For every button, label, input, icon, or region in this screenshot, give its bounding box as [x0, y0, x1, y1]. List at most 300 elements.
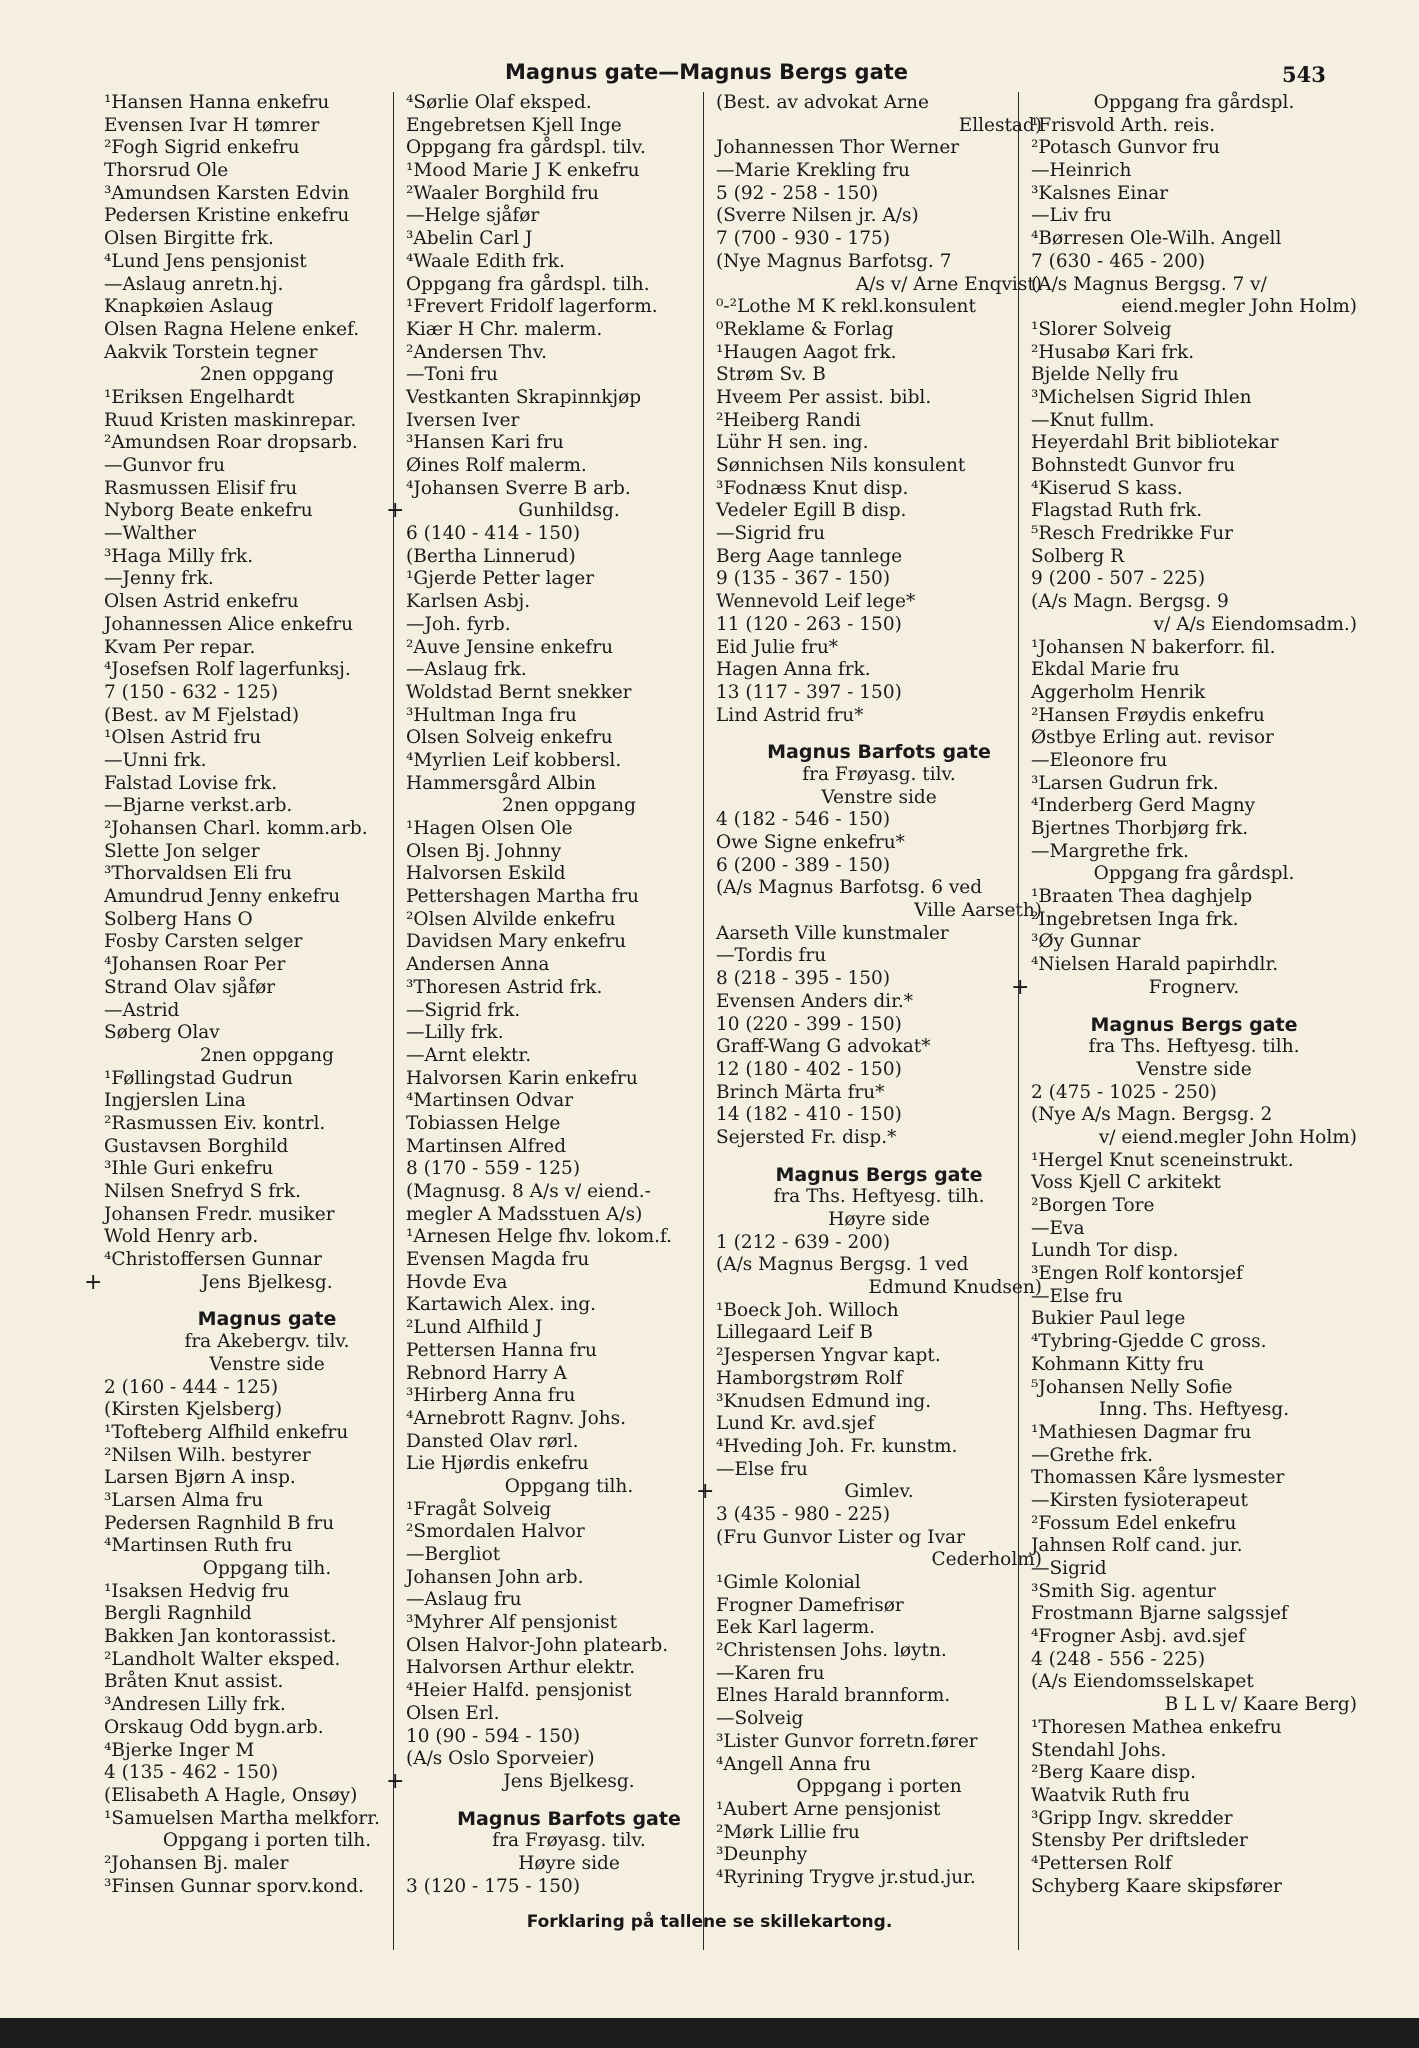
line-text: (A/s Magnus Bergsg. 7 v/: [1031, 273, 1267, 295]
section-gap: [710, 1150, 1042, 1164]
directory-line: [1025, 1422, 1357, 1445]
line-text: 13 (117 - 397 - 150): [716, 681, 902, 703]
directory-line: [710, 1104, 1042, 1127]
directory-line: [400, 727, 732, 750]
line-text: Berg Aage tannlege: [716, 545, 903, 567]
line-text: fra Ths. Heftyesg. tilh.: [1088, 1036, 1300, 1058]
directory-line: [98, 296, 430, 319]
directory-line: [400, 1022, 732, 1045]
directory-line: [710, 1127, 1042, 1150]
line-text: Cederholm): [931, 1549, 1042, 1571]
directory-line: [710, 251, 1042, 274]
line-text: Eek Karl lagerm.: [716, 1617, 876, 1639]
directory-line: [98, 818, 430, 841]
line-text: ²Mørk Lillie fru: [716, 1821, 860, 1843]
directory-line: [98, 115, 430, 138]
directory-line: [710, 115, 1042, 138]
line-text: megler A Madsstuen A/s): [406, 1203, 643, 1225]
directory-line: [400, 1499, 732, 1522]
line-text: ⁴Heier Halfd. pensjonist: [406, 1680, 632, 1702]
line-text: Johansen Fredr. musiker: [104, 1203, 335, 1225]
directory-line: [1025, 432, 1357, 455]
directory-line: [1025, 251, 1357, 274]
directory-line: [1025, 659, 1357, 682]
directory-line: [98, 909, 430, 932]
line-text: Ville Aarseth): [914, 900, 1042, 922]
line-text: Hovde Eva: [406, 1271, 508, 1293]
directory-line: [1025, 1445, 1357, 1468]
directory-line: [98, 1717, 430, 1740]
line-text: —Else fru: [1031, 1285, 1123, 1307]
line-text: ⁴Bjerke Inger M: [104, 1739, 255, 1761]
line-text: Magnus Bergs gate: [1090, 1013, 1298, 1036]
directory-line: [98, 1354, 430, 1377]
line-text: ⁴Pettersen Rolf: [1031, 1852, 1172, 1874]
directory-line: [710, 1549, 1042, 1572]
line-text: ³Smith Sig. agentur: [1031, 1580, 1216, 1602]
line-text: ²Olsen Alvilde enkefru: [406, 908, 616, 930]
directory-line: [98, 319, 430, 342]
line-text: 2nen oppgang: [502, 795, 636, 817]
directory-line: [710, 945, 1042, 968]
directory-line: [98, 1853, 430, 1876]
directory-line: [710, 1300, 1042, 1323]
line-text: Bjelde Nelly fru: [1031, 364, 1179, 386]
directory-line: [98, 1090, 430, 1113]
line-text: ⁴Martinsen Ruth fru: [104, 1535, 293, 1557]
line-text: 8 (218 - 395 - 150): [716, 968, 891, 990]
directory-line: [400, 659, 732, 682]
line-text: ⁴Christoffersen Gunnar: [104, 1249, 322, 1271]
line-text: Ellestad): [958, 114, 1042, 136]
line-text: —Eva: [1031, 1217, 1085, 1239]
directory-line: [98, 183, 430, 206]
directory-line: [400, 1408, 732, 1431]
line-text: 9 (135 - 367 - 150): [716, 568, 891, 590]
section-gap: [400, 1794, 732, 1808]
column-2: [386, 92, 732, 1898]
line-text: —Bergliot: [406, 1544, 501, 1565]
line-text: Graff-Wang G advokat*: [716, 1036, 931, 1058]
directory-line: [710, 1776, 1042, 1799]
line-text: ²Lund Alfhild J: [406, 1317, 543, 1339]
line-text: Venstre side: [1136, 1058, 1252, 1080]
line-text: (Sverre Nilsen jr. A/s): [716, 205, 919, 227]
line-text: Pedersen Ragnhild B fru: [104, 1512, 335, 1534]
line-text: —Gunvor fru: [104, 455, 226, 476]
line-text: Oppgang i porten tilh.: [162, 1830, 372, 1852]
directory-line: [1025, 1558, 1357, 1581]
line-text: 4 (182 - 546 - 150): [716, 809, 891, 831]
directory-line: [1025, 1331, 1357, 1354]
line-text: —Arnt elektr.: [406, 1044, 532, 1066]
directory-line: [98, 568, 430, 591]
line-text: 2nen oppgang: [200, 364, 334, 386]
directory-line: [400, 410, 732, 433]
directory-line: [400, 1317, 732, 1340]
line-text: Rebnord Harry A: [406, 1362, 567, 1384]
line-text: ³Myhrer Alf pensjonist: [406, 1612, 618, 1634]
column-divider: [393, 92, 394, 1950]
directory-line: [1025, 1490, 1357, 1513]
line-text: ¹Olsen Astrid fru: [104, 727, 262, 749]
directory-line: [400, 863, 732, 886]
line-text: Engebretsen Kjell Inge: [406, 114, 622, 136]
directory-line: [400, 432, 732, 455]
line-text: ¹Tofteberg Alfhild enkefru: [104, 1421, 349, 1443]
line-text: Orskaug Odd bygn.arb.: [104, 1716, 324, 1738]
directory-line: [1025, 228, 1357, 251]
line-text: Dansted Olav rørl.: [406, 1430, 579, 1452]
directory-line: [98, 682, 430, 705]
line-text: ²Christensen Johs. løytn.: [716, 1640, 947, 1662]
directory-line: [98, 614, 430, 637]
line-text: —Knut fullm.: [1031, 409, 1155, 431]
line-text: ¹Isaksen Hedvig fru: [104, 1580, 290, 1602]
line-text: ³Øy Gunnar: [1031, 931, 1141, 953]
line-text: Olsen Halvor-John platearb.: [406, 1634, 669, 1656]
line-text: ¹Thoresen Mathea enkefru: [1031, 1716, 1282, 1738]
line-text: (A/s Magnus Bergsg. 1 ved: [716, 1254, 969, 1276]
directory-line: [1025, 750, 1357, 773]
line-text: ⁴Frogner Asbj. avd.sjef: [1031, 1626, 1246, 1648]
line-text: Sejersted Fr. disp.*: [716, 1126, 897, 1148]
directory-line: [98, 931, 430, 954]
line-text: ²Auve Jensine enkefru: [406, 636, 614, 658]
directory-line: [1025, 1218, 1357, 1241]
directory-line: [98, 1808, 430, 1831]
directory-line: [400, 92, 732, 115]
directory-line: [98, 773, 430, 796]
line-text: ⁴Johansen Roar Per: [104, 954, 286, 976]
directory-line: [1025, 319, 1357, 342]
line-text: Rasmussen Elisif fru: [104, 477, 298, 499]
line-text: fra Frøyasg. tilv.: [802, 763, 956, 785]
directory-line: [1025, 1581, 1357, 1604]
line-text: —Aslaug fru: [406, 1589, 522, 1611]
line-text: Johannessen Alice enkefru: [104, 613, 354, 635]
directory-line: [710, 682, 1042, 705]
line-text: (Best. av advokat Arne: [716, 92, 929, 113]
directory-line: [710, 1082, 1042, 1105]
directory-line: [98, 1000, 430, 1023]
line-text: 12 (180 - 402 - 150): [716, 1058, 902, 1080]
line-text: (Nye Magnus Barfotsg. 7: [716, 250, 952, 272]
directory-line: [400, 773, 732, 796]
line-text: 6 (200 - 389 - 150): [716, 854, 891, 876]
directory-line: [400, 274, 732, 297]
directory-line: [710, 432, 1042, 455]
directory-line: [710, 1640, 1042, 1663]
line-text: 14 (182 - 410 - 150): [716, 1104, 902, 1126]
line-text: Kohmann Kitty fru: [1031, 1353, 1205, 1375]
line-text: —Lilly frk.: [406, 1022, 504, 1044]
directory-line: [98, 160, 430, 183]
cross-street: [1011, 974, 1357, 1000]
directory-line: [710, 1391, 1042, 1414]
directory-line: [400, 931, 732, 954]
line-text: —Else fru: [716, 1458, 808, 1480]
scan-border: [0, 2018, 1419, 2048]
line-text: v/ eiend.megler John Holm): [1098, 1126, 1357, 1148]
line-text: Lillegaard Leif B: [716, 1322, 873, 1344]
line-text: Olsen Ragna Helene enkef.: [104, 318, 360, 340]
line-text: ⁴Inderberg Gerd Magny: [1031, 795, 1256, 817]
line-text: ¹Aubert Arne pensjonist: [716, 1798, 941, 1820]
directory-line: [400, 1226, 732, 1249]
line-text: Halvorsen Arthur elektr.: [406, 1657, 636, 1679]
line-text: ⁴Hveding Joh. Fr. kunstm.: [716, 1435, 958, 1457]
line-text: Flagstad Ruth frk.: [1031, 500, 1203, 522]
line-text: Schyberg Kaare skipsfører: [1031, 1875, 1282, 1897]
directory-line: [1025, 1649, 1357, 1672]
line-text: Elnes Harald brannform.: [716, 1685, 951, 1707]
line-text: Vestkanten Skrapinnkjøp: [406, 386, 642, 408]
directory-line: [98, 659, 430, 682]
directory-line: [1025, 1127, 1357, 1150]
line-text: Lund Kr. avd.sjef: [716, 1413, 875, 1435]
line-text: Brinch Märta fru*: [716, 1081, 885, 1103]
directory-line: [710, 183, 1042, 206]
directory-line: [710, 1595, 1042, 1618]
directory-line: [710, 1844, 1042, 1867]
directory-line: [98, 1158, 430, 1181]
line-text: Eid Julie fru*: [716, 636, 838, 658]
directory-line: [710, 1345, 1042, 1368]
directory-line: [98, 727, 430, 750]
directory-line: [400, 1876, 732, 1899]
directory-line: [98, 500, 430, 523]
directory-line: [1025, 773, 1357, 796]
line-text: Lundh Tor disp.: [1031, 1240, 1179, 1262]
line-text: Lind Astrid fru*: [716, 704, 864, 726]
directory-line: [1025, 1762, 1357, 1785]
directory-line: [98, 1535, 430, 1558]
line-text: —Liv fru: [1031, 205, 1112, 227]
directory-line: [1025, 1377, 1357, 1400]
directory-line: [400, 1249, 732, 1272]
line-text: —Helge sjåfør: [406, 205, 540, 227]
line-text: ¹Hansen Hanna enkefru: [104, 92, 330, 113]
cross-street: [696, 1479, 1042, 1505]
directory-line: [710, 160, 1042, 183]
line-text: ¹Frisvold Arth. reis.: [1031, 114, 1216, 136]
directory-line: [98, 750, 430, 773]
line-text: ³Gripp Ingv. skredder: [1031, 1807, 1233, 1829]
directory-line: [400, 977, 732, 1000]
line-text: Pettersen Hanna fru: [406, 1339, 597, 1361]
line-text: Iversen Iver: [406, 409, 520, 431]
directory-line: [98, 1022, 430, 1045]
directory-line: [400, 1136, 732, 1159]
line-text: Øines Rolf malerm.: [406, 455, 587, 476]
line-text: Magnus gate: [197, 1308, 337, 1331]
line-text: ⁰Reklame & Forlag: [716, 318, 894, 340]
line-text: A/s v/ Arne Enqvist): [855, 273, 1042, 295]
line-text: Davidsen Mary enkefru: [406, 931, 627, 953]
directory-line: [400, 682, 732, 705]
directory-line: [1025, 1808, 1357, 1831]
directory-line: [710, 787, 1042, 810]
directory-line: [1025, 296, 1357, 319]
directory-line: [710, 1504, 1042, 1527]
line-text: Waatvik Ruth fru: [1031, 1784, 1191, 1806]
line-text: Venstre side: [209, 1353, 325, 1375]
line-text: Nyborg Beate enkefru: [104, 500, 313, 522]
directory-line: [98, 795, 430, 818]
directory-line: [1025, 841, 1357, 864]
directory-line: [400, 183, 732, 206]
directory-line: [98, 1181, 430, 1204]
directory-line: [1025, 1150, 1357, 1173]
directory-line: [98, 274, 430, 297]
line-text: Bakken Jan kontorassist.: [104, 1626, 337, 1648]
line-text: Magnus Bergs gate: [775, 1163, 983, 1186]
directory-line: [400, 1113, 732, 1136]
line-text: ³Abelin Carl J: [406, 228, 533, 250]
line-text: —Sigrid fru: [716, 523, 826, 545]
line-text: ³Thoresen Astrid frk.: [406, 976, 603, 998]
line-text: Østbye Erling aut. revisor: [1031, 727, 1274, 749]
directory-line: [98, 1626, 430, 1649]
line-text: Knapkøien Aslaug: [104, 296, 274, 318]
directory-line: [400, 1476, 732, 1499]
line-text: ¹Fragåt Solveig: [406, 1498, 552, 1520]
directory-line: [98, 1136, 430, 1159]
line-text: ⁰-²Lothe M K rekl.konsulent: [716, 296, 976, 318]
directory-line: [1025, 1626, 1357, 1649]
directory-line: [710, 1685, 1042, 1708]
directory-line: [98, 977, 430, 1000]
section-gap: [98, 1294, 430, 1308]
directory-line: [1025, 614, 1357, 637]
directory-line: [1025, 455, 1357, 478]
directory-line: [98, 591, 430, 614]
line-text: Oppgang fra gårdspl.: [1093, 863, 1295, 885]
line-text: ⁴Waale Edith frk.: [406, 250, 565, 272]
line-text: Wennevold Leif lege*: [716, 591, 916, 613]
directory-line: [400, 228, 732, 251]
line-text: Sønnichsen Nils konsulent: [716, 455, 966, 476]
directory-line: [98, 1830, 430, 1853]
line-text: ²Potasch Gunvor fru: [1031, 137, 1220, 159]
line-text: —Bjarne verkst.arb.: [104, 795, 293, 817]
line-text: Stensby Per driftsleder: [1031, 1830, 1248, 1852]
line-text: 10 (220 - 399 - 150): [716, 1013, 902, 1035]
directory-line: [710, 855, 1042, 878]
directory-line: [1025, 364, 1357, 387]
directory-line: [1025, 909, 1357, 932]
line-text: Ekdal Marie fru: [1031, 659, 1180, 681]
line-text: Slette Jon selger: [104, 840, 260, 862]
line-text: Jahnsen Rolf cand. jur.: [1031, 1535, 1243, 1557]
line-text: fra Frøyasg. tilv.: [492, 1830, 646, 1852]
footer-note: Forklaring på tallene se skillekartong.: [526, 1912, 893, 1932]
directory-line: [1025, 1082, 1357, 1105]
directory-line: [1025, 1740, 1357, 1763]
line-text: Wold Henry arb.: [104, 1226, 259, 1248]
line-text: ²Fossum Edel enkefru: [1031, 1512, 1237, 1534]
line-text: ¹Eriksen Engelhardt: [104, 386, 295, 408]
line-text: B L L v/ Kaare Berg): [1164, 1694, 1357, 1716]
line-text: ³Hultman Inga fru: [406, 704, 577, 726]
line-text: Ingjerslen Lina: [104, 1090, 246, 1112]
directory-line: [98, 705, 430, 728]
directory-line: [1025, 682, 1357, 705]
line-text: 7 (700 - 930 - 175): [716, 228, 891, 250]
line-text: —Jenny frk.: [104, 568, 214, 590]
line-text: Thorsrud Ole: [104, 160, 229, 182]
directory-line: [400, 1726, 732, 1749]
line-text: —Grethe frk.: [1031, 1444, 1154, 1466]
directory-line: [400, 1521, 732, 1544]
line-text: Solberg Hans O: [104, 908, 253, 930]
directory-line: [1025, 274, 1357, 297]
line-text: ³Lister Gunvor forretn.fører: [716, 1730, 978, 1752]
directory-line: [1025, 795, 1357, 818]
directory-line: [400, 546, 732, 569]
cross-street: [84, 1269, 430, 1295]
line-text: ³Michelsen Sigrid Ihlen: [1031, 386, 1252, 408]
line-text: Olsen Bj. Johnny: [406, 840, 562, 862]
directory-line: [400, 954, 732, 977]
directory-line: [98, 228, 430, 251]
directory-line: [1025, 886, 1357, 909]
directory-line: [1025, 1286, 1357, 1309]
directory-line: [710, 137, 1042, 160]
directory-line: [400, 750, 732, 773]
directory-line: [400, 909, 732, 932]
line-text: Lühr H sen. ing.: [716, 432, 869, 454]
directory-line: [710, 455, 1042, 478]
line-text: Gimlev.: [844, 1481, 914, 1503]
directory-line: [710, 205, 1042, 228]
directory-line: [98, 1490, 430, 1513]
line-text: Woldstad Bernt snekker: [406, 681, 632, 703]
line-text: Amundrud Jenny enkefru: [104, 886, 341, 908]
column-divider: [1018, 92, 1019, 1950]
directory-line: [1025, 1603, 1357, 1626]
directory-line: [1025, 546, 1357, 569]
line-text: 2nen oppgang: [200, 1044, 334, 1066]
directory-line: [400, 705, 732, 728]
directory-line: [710, 705, 1042, 728]
directory-line: [1025, 1694, 1357, 1717]
directory-line: [98, 1445, 430, 1468]
directory-line: [710, 319, 1042, 342]
line-text: ²Ingebretsen Inga frk.: [1031, 908, 1239, 930]
line-text: —Marie Krekling fru: [716, 160, 910, 182]
line-text: Stendahl Johs.: [1031, 1739, 1167, 1761]
directory-line: [710, 410, 1042, 433]
line-text: ¹Johansen N bakerforr. fil.: [1031, 636, 1276, 658]
directory-line: [710, 92, 1042, 115]
line-text: ⁵Resch Fredrikke Fur: [1031, 523, 1234, 545]
directory-line: [710, 1059, 1042, 1082]
directory-line: [710, 1572, 1042, 1595]
directory-line: [98, 1249, 430, 1272]
street-heading: [710, 741, 1042, 764]
line-text: Inng. Ths. Heftyesg.: [1098, 1399, 1290, 1421]
directory-line: [710, 809, 1042, 832]
line-text: fra Akebergv. tilv.: [184, 1331, 350, 1353]
line-text: v/ A/s Eiendomsadm.): [1153, 613, 1357, 635]
line-text: Høyre side: [828, 1209, 930, 1230]
street-heading: [1025, 1014, 1357, 1037]
cross-street: [386, 498, 732, 524]
directory-line: [1025, 1354, 1357, 1377]
line-text: ²Jespersen Yngvar kapt.: [716, 1345, 941, 1367]
